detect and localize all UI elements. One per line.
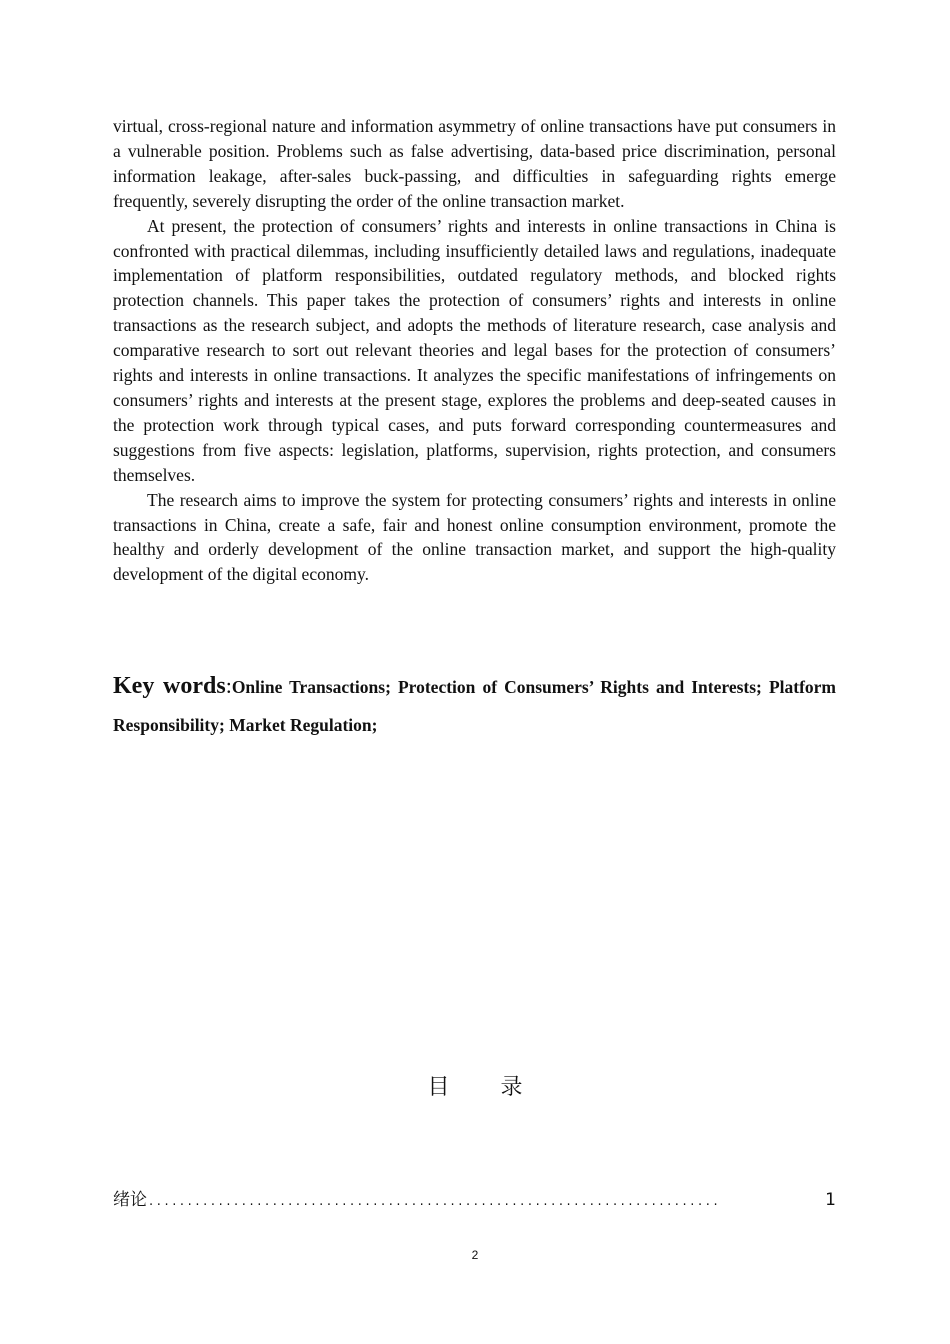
toc-entry-page: 1 [825,1190,836,1210]
abstract-paragraph: virtual, cross-regional nature and information asymmetry of online transactions have put consumers in a vulnerable position. Problems such as false advertising, data-based price discrimination, personal information leakage, after-sales buck-passing, and difficulties in safeguarding rights emerge frequently, severely disrupting the order of the online transaction market. [113,116,836,211]
page-number: 2 [471,1248,479,1262]
abstract-paragraph: The research aims to improve the system for protecting consumers’ rights and interests in online transactions in China, create a safe, fair and honest online consumption environment, promote the healthy and orderly development of the online transaction market, and support the high-quality development of the digital economy. [113,489,836,585]
keywords-colon: : [225,673,232,698]
toc-entry-label: 绪论 [113,1190,147,1210]
keywords-label: Key words [113,673,226,699]
abstract-body [113,114,836,587]
abstract-paragraph: At present, the protection of consumers’ rights and interests in online transactions in China is confronted with practical dilemmas, including insufficiently detailed laws and regulations, inadequate implementation of platform responsibilities, outdated regulatory methods, and blocked rights protection channels. This paper takes the protection of consumers’ rights and interests in online transactions as the research subject, and adopts the methods of literature research, case analysis and comparative research to sort out relevant theories and legal bases for the protection of consumers’ rights and interests in online transactions. It analyzes the specific manifestations of infringements on consumers’ rights and interests at the present stage, explores the problems and deep-seated causes in the protection work through typical cases, and puts forward corresponding countermeasures and suggestions from five aspects: legislation, platforms, supervision, rights protection, and consumers themselves. [113,215,836,485]
keywords-block [113,668,836,745]
toc-entry[interactable] [113,1185,836,1210]
keywords-text: Online Transactions; Protection of Consumers’ Rights and Interests; Platform Responsibility; Market Regulation; [113,677,836,735]
toc-entry-leader: .......................................................................... [149,1194,722,1209]
toc-title: 目 录 [427,1075,545,1100]
